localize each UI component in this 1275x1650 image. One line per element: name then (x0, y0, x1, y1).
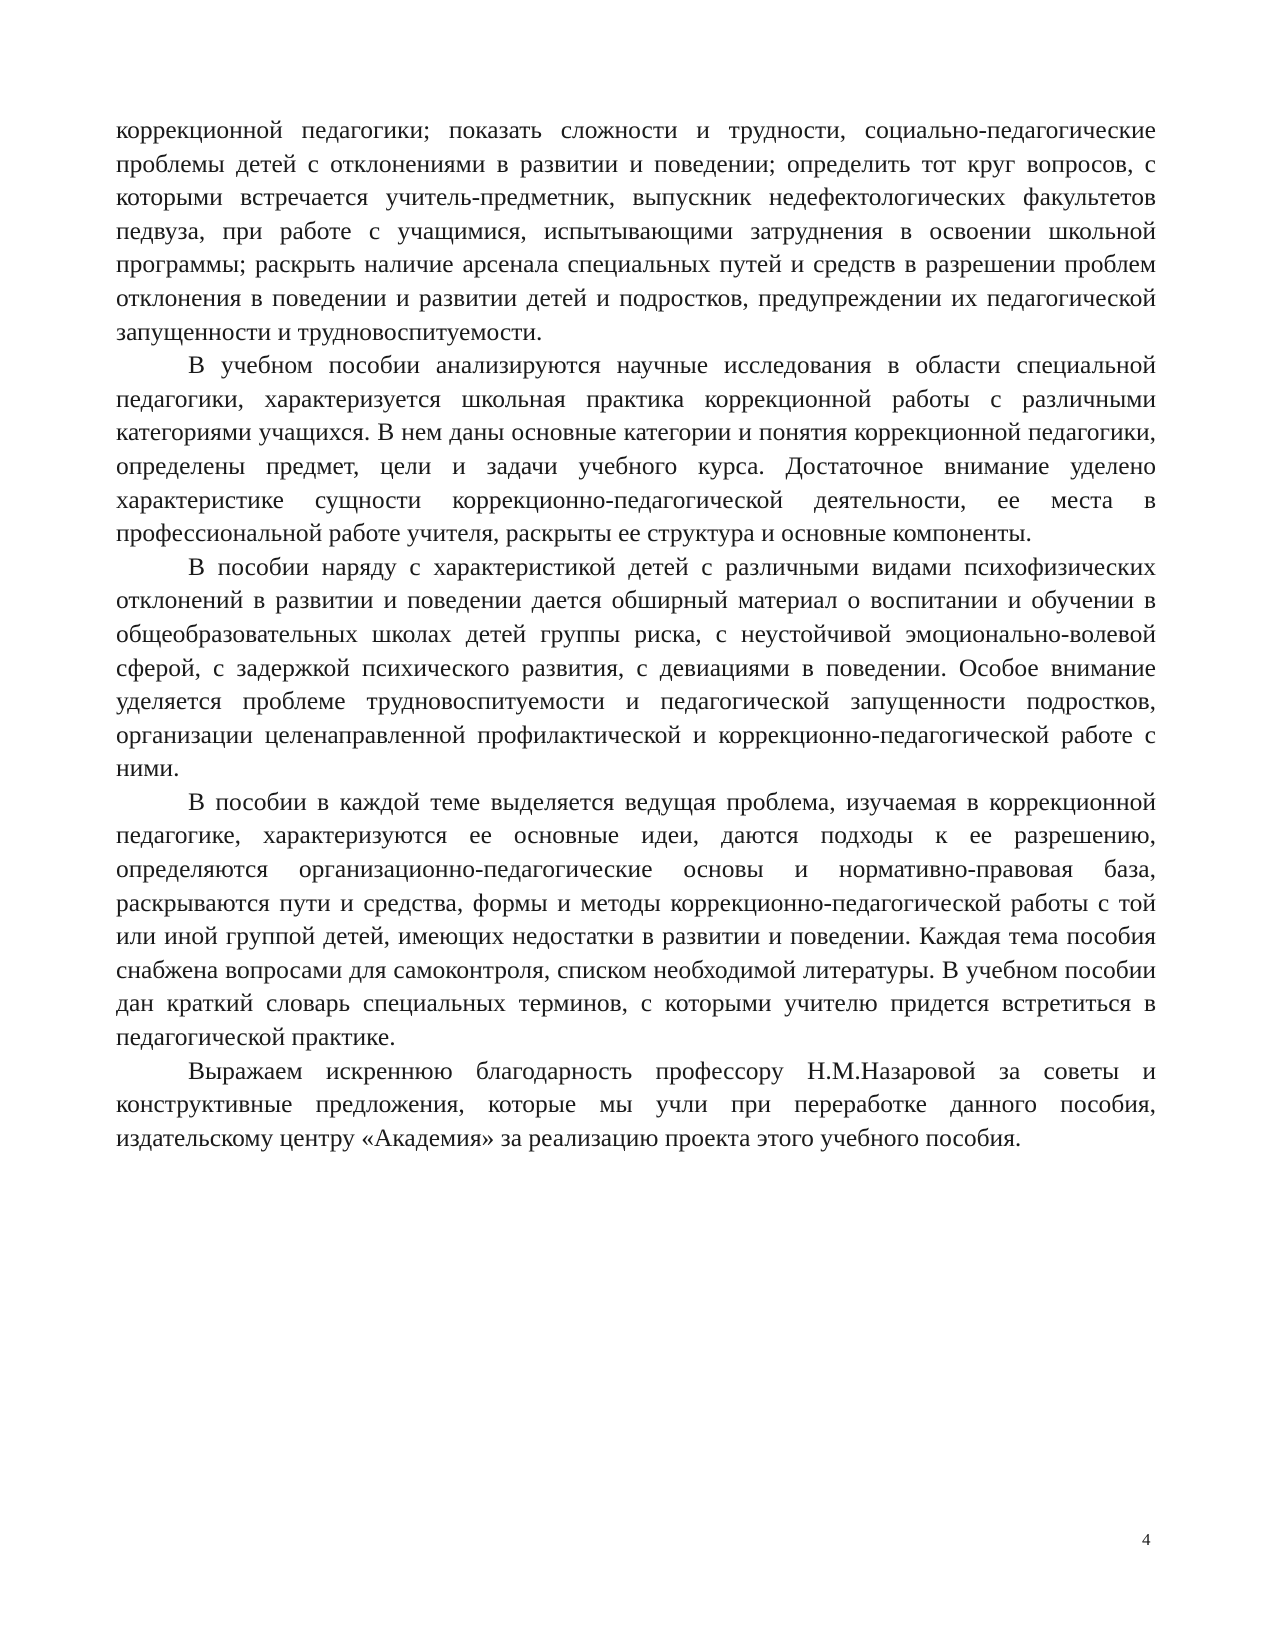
paragraph-topic-structure: В пособии в каждой теме выделяется ведущая проблема, изучаемая в коррекционной педагогике, характеризуются ее основные идеи, даются подходы к ее разрешению, определяются организационно-педагогические основы и нормативно-правовая база, раскрываются пути и средства, формы и методы коррекционно-педагогической работы с той или иной группой детей, имеющих недостатки в развитии и поведении. Каждая тема пособия снабжена вопросами для самоконтроля, списком необходимой литературы. В учебном пособии дан краткий словарь специальных терминов, с которыми учителю придется встретиться в педагогической практике. (116, 786, 1156, 1052)
paragraph-children-characteristics: В пособии наряду с характеристикой детей с различными видами психофизических отклонений в развитии и поведении дается обширный материал о воспитании и обучении в общеобразовательных школах детей группы риска, с неустойчивой эмоционально-волевой сферой, с задержкой психического развития, с девиациями в поведении. Особое внимание уделяется проблеме трудновоспитуемости и педагогической запущенности подростков, организации целенаправленной профилактической и коррекционно-педагогической работе с ними. (116, 551, 1156, 783)
page-number: 4 (1142, 1530, 1151, 1549)
paragraph-research-overview: В учебном пособии анализируются научные исследования в области специальной педагогики, характеризуется школьная практика коррекционной работы с различными категориями учащихся. В нем даны основные категории и понятия коррекционной педагогики, определены предмет, цели и задачи учебного курса. Достаточное внимание уделено характеристике сущности коррекционно-педагогической деятельности, ее места в профессиональной работе учителя, раскрыты ее структура и основные компоненты. (116, 350, 1156, 548)
paragraph-continuation: коррекционной педагогики; показать сложности и трудности, социально-педагогические проблемы детей с отклонениями в развитии и поведении; определить тот круг вопросов, с которыми встречается учитель-предметник, выпускник недефектологических факультетов педвуза, при работе с учащимися, испытывающими затруднения в освоении школьной программы; раскрыть наличие арсенала специальных путей и средств в разрешении проблем отклонения в поведении и развитии детей и подростков, предупреждении их педагогической запущенности и трудновоспитуемости. (116, 115, 1156, 346)
paragraph-acknowledgements: Выражаем искреннюю благодарность профессору Н.М.Назаровой за советы и конструктивные предложения, которые мы учли при переработке данного пособия, издательскому центру «Академия» за реализацию проекта этого учебного пособия. (116, 1055, 1156, 1152)
page-body (116, 113, 1156, 1154)
